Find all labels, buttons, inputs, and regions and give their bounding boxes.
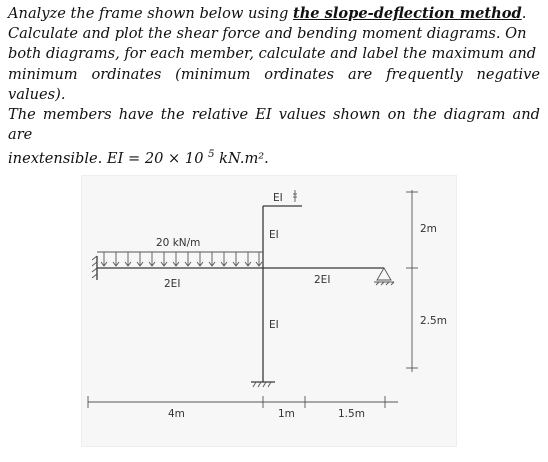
right-roller-support <box>377 268 391 280</box>
left-support-hatch <box>92 268 97 272</box>
left-span-dimension: 4m <box>168 408 185 420</box>
load-label: 20 kN/m <box>156 237 201 249</box>
lower-height-dimension: 2.5m <box>420 315 447 327</box>
problem-line-6-text: inextensible. EI = 20 × 10 <box>8 150 209 168</box>
ei-exponent: 5 <box>208 149 215 161</box>
problem-statement <box>8 4 540 169</box>
roller-ground-hatch <box>376 282 379 285</box>
upper-height-dimension: 2m <box>420 223 437 235</box>
roller-ground-hatch <box>386 282 389 285</box>
upper-column-label: EI <box>269 229 279 241</box>
problem-line-4: minimum ordinates (minimum ordinates are frequently negative values). <box>8 65 540 103</box>
problem-line-1-end: . <box>521 5 527 22</box>
problem-line-5: The members have the relative EI values shown on the diagram and are <box>8 106 540 144</box>
base-support-hatch <box>258 382 261 387</box>
left-support-hatch <box>92 274 97 278</box>
roller-ground-hatch <box>381 282 384 285</box>
udl-arrows <box>101 252 262 266</box>
problem-line-2: Calculate and plot the shear force and bending moment diagrams. On <box>8 25 527 43</box>
right-span-dimension: 1.5m <box>338 408 365 420</box>
left-beam-label: 2EI <box>164 278 181 290</box>
problem-line-3: both diagrams, for each member, calculate and label the maximum and <box>8 45 537 63</box>
ei-units: kN.m². <box>214 150 269 168</box>
middle-span-dimension: 1m <box>278 408 295 420</box>
left-support-hatch <box>92 262 97 266</box>
lower-column-label: EI <box>269 319 279 331</box>
top-cap-label: EI <box>273 192 283 204</box>
base-support-hatch <box>253 382 256 387</box>
problem-line-1 <box>8 4 540 24</box>
method-name: the slope-deflection method <box>292 5 522 22</box>
right-beam-label: 2EI <box>314 274 331 286</box>
problem-line-1-text: Analyze the frame shown below using <box>8 5 293 22</box>
left-support-hatch <box>92 256 97 260</box>
frame-drawing <box>82 176 456 446</box>
problem-line-6 <box>8 145 540 169</box>
frame-sketch <box>82 176 456 446</box>
base-support-hatch <box>268 382 271 387</box>
base-support-hatch <box>263 382 266 387</box>
roller-ground-hatch <box>391 282 394 285</box>
